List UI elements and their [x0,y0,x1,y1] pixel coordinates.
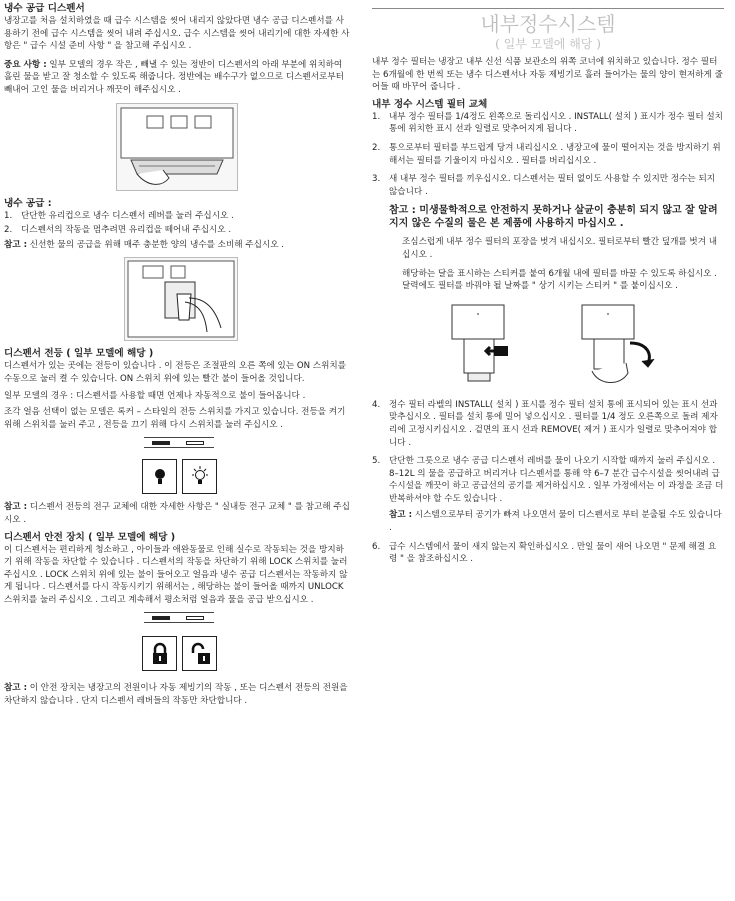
list-item: 5. 단단한 그릇으로 냉수 공급 디스펜서 레버를 물이 나오기 시작할 때까지 눌러 주십시오 . 8–12L 의 물을 공급하고 버리거나 디스펜서를 통해 약 6–7 분간 급수시설을 씻어내려 급수시설을 깨끗이 하고 공급선의 공기를 제거하십시오 . 일부 가정에서는 이 과정을 조금 더 반복하셔야 할 수도 있습니다 . 참고 : 시스템으로부터 공기가 빠져 나오면서 물이 디스펜서로 부터 분출될 수도 있습니다 . [372,456,724,534]
filter-illustrations [372,299,724,395]
glass-dispensing-illustration [124,257,238,341]
list-item: 2. 디스펜서의 작동을 멈추려면 유리컵을 떼어내 주십시오 . [4,225,232,236]
light-paragraph-2: 일부 모델의 경우 : 디스펜서를 사용할 때면 언제나 자동적으로 불이 들어옵니다 . [4,390,306,401]
dispenser-light-heading: 디스펜서 전등 ( 일부 모델에 해당 ) [4,348,154,360]
unwrap-paragraph: 조심스럽게 내부 정수 필터의 포장을 벗겨 내십시오. 필터로부터 빨간 덮개를 벗겨 내십시오 . [402,237,718,260]
drip-tray-illustration [116,103,238,191]
filter-steps-b [372,399,724,566]
light-paragraph-1: 디스펜서가 있는 곳에는 전등이 있습니다 . 이 전등은 조절판의 오른 쪽에 있는 ON 스위치를 수동으로 눌러 켤 수 있습니다. ON 스위치 위에 있는 빨간 불이 들어올 것입니다. [4,361,346,384]
light-bulb-off-icon [142,459,177,494]
dispenser-paragraph: 냉장고를 처음 설치하였을 때 급수 시스템을 씻어 내리지 않았다면 냉수 공급 디스펜서를 사용하기 전에 급수 시스템을 씻어 내려 주십시오. 급수 시스템을 씻어 내리기에 대한 자세한 사항은 " 급수 시설 준비 사항 " 을 참고해 주십시오 . [4,16,350,52]
warning-note: 참고 : 미생물학적으로 안전하지 못하거나 살균이 충분히 되지 않고 잘 알려지지 않은 수질의 물은 본 제품에 사용하지 마십시오 . [389,205,718,230]
list-item: 4. 정수 필터 라벨의 INSTALL( 설치 ) 표시를 정수 필터 설치 통에 표시되어 있는 표시 선과 맞추십시오 . 필터를 설치 통에 밀어 넣으십시오 . 필터를 1/4 정도 오른쪽으로 돌려 제자리에 고정시키십시오 . 겉면의 표시 선과 REMOVE( 제거 ) 표시가 일렬로 맞추어져야 합니다 . [372,399,718,448]
lock-paragraph: 이 디스펜서는 편리하게 청소하고 , 아이들과 애완동물로 인해 실수로 작동되는 것을 방지하기 위해 작동을 차단할 수 있습니다 . 디스펜서의 작동을 차단하기 위해 LOCK 스위치를 눌러 주십시오 . LOCK 스위치 위에 있는 불이 들어오고 얼음과 냉수 공급 디스펜서는 작동하지 않게 됩니다 . 디스펜서를 다시 작동시키기 위해서는 , 해당하는 불이 들어올 때까지 UNLOCK 스위치를 눌러 주십시오 . 그리고 계속해서 평소처럼 얼음과 물을 공급 받으십시오 . [4,544,348,605]
filter-rotate-illustration [572,299,662,391]
important-label: 중요 사항 : [4,59,47,70]
list-item: 2. 통으로부터 필터를 부드럽게 당겨 내리십시오 . 냉장고에 물이 떨어지는 것을 방지하기 위해서는 필터를 기울이지 마십시오 . 필터를 버리십시오 . [372,142,721,166]
sticker-paragraph: 해당하는 달을 표시하는 스티커를 붙여 6개월 내에 필터를 바꿀 수 있도록 하십시오 . 달력에도 필터를 바꿔야 될 날짜를 " 상기 시키는 스티커 " 를 붙이십시오 . [402,268,717,292]
note-bulb-replacement: 참고 : 디스펜서 전등의 전구 교체에 대한 자세한 사항은 " 실내등 전구 교체 " 를 참고해 주십시오 . [4,502,350,525]
filter-intro: 내부 정수 필터는 냉장고 내부 신선 식품 보관소의 위쪽 코너에 위치하고 있습니다. 정수 필터는 6개월에 한 번씩 또는 냉수 디스펜서나 자동 제빙기로 흘러 들어가는 물의 양이 현저하게 줄어들 때 바꾸어 줍니다 . [372,57,723,93]
filter-insert-illustration [442,299,522,391]
filter-steps-a [372,111,724,199]
note-air: 참고 : 시스템으로부터 공기가 빠져 나오면서 물이 디스펜서로 부터 분출될 수도 있습니다 . [389,510,722,534]
note-lock: 참고 : 이 안전 장치는 냉장고의 전원이나 자동 제빙기의 작동 , 또는 디스펜서 전등의 전원을 차단하지 않습니다 . 단지 디스펜서 레버들의 작동만 차단합니다 . [4,683,348,707]
dispenser-heading: 냉수 공급 디스펜서 [4,3,85,14]
unlock-icon [182,636,217,671]
note-fresh-water: 참고 : 신선한 물의 공급을 위해 매주 충분한 양의 냉수를 소비해 주십시오 . [4,239,284,250]
section-title: 내부정수시스템 [480,12,616,36]
list-item: 1. 단단한 유리컵으로 냉수 디스펜서 레버를 눌러 주십시오 . [4,210,234,221]
light-switch-illustration [134,437,224,495]
section-subtitle: ( 일부 모델에 해당 ) [495,37,601,51]
lock-icon [142,636,177,671]
filter-replace-heading: 내부 정수 시스템 필터 교체 [372,98,488,110]
list-item: 6. 급수 시스템에서 물이 새지 않는지 확인하십시오 . 만일 물이 새어 나오면 " 문제 해결 요령 " 을 참조하십시오 . [372,541,717,565]
light-bulb-on-icon [182,459,217,494]
header-rule [372,8,724,9]
light-paragraph-3: 조각 얼음 선택이 없는 모델은 록커 – 스타일의 전등 스위치를 가지고 있습니다. 전등을 켜기 위해 스위치를 눌러 주고 , 전등을 끄기 위해 다시 스위치를 눌러 주십시오 . [4,407,346,430]
important-text: 일부 모델의 경우 작은 , 빼낼 수 있는 정반이 디스펜서의 아래 부분에 위치하여 흘린 물을 받고 잘 청소할 수 있도록 해줍니다. 정반에는 배수구가 없으므로 디스펜서로부터 빼내어 고인 물을 버리거나 깨끗이 해주십시오 . [4,59,344,95]
list-item: 1. 내부 정수 필터를 1/4정도 왼쪽으로 돌리십시오 . INSTALL( 설치 ) 표시가 정수 필터 설치 통에 위치한 표시 선과 일렬로 맞추어지게 됩니다 . [372,111,723,135]
list-item: 3. 새 내부 정수 필터를 끼우십시오. 디스펜서는 필터 없이도 사용할 수 있지만 정수는 되지 않습니다 . [372,174,716,197]
lock-switch-illustration [134,612,224,676]
water-supply-steps [4,210,350,237]
left-column [4,0,350,708]
right-column [372,12,724,572]
water-supply-heading: 냉수 공급 : [4,197,52,209]
important-paragraph [4,59,350,97]
dispenser-lock-heading: 디스펜서 안전 장치 ( 일부 모델에 해당 ) [4,531,176,543]
